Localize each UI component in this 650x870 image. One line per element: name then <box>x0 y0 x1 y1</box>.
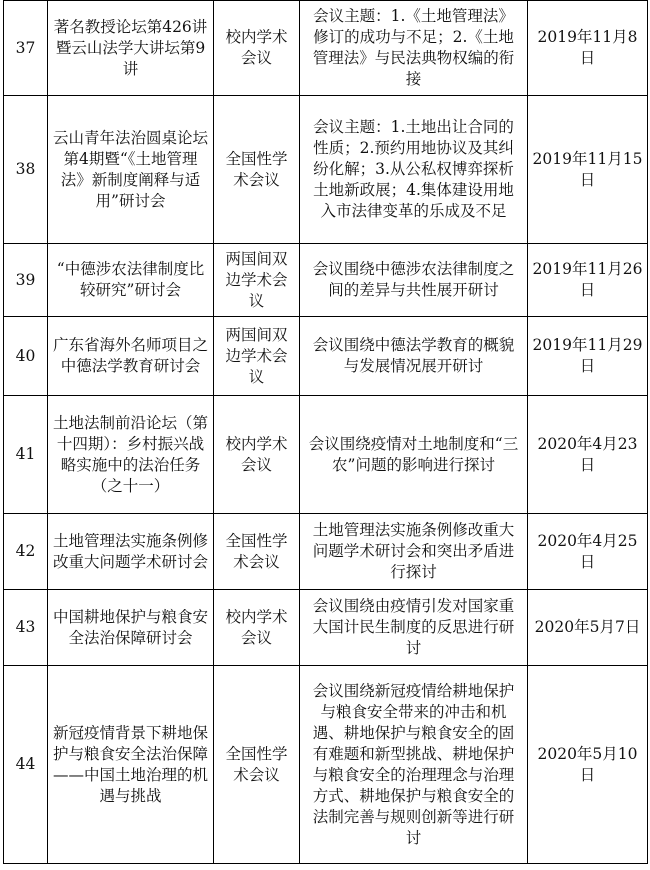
conference-content: 会议主题：1.《土地管理法》修订的成功与不足；2.《土地管理法》与民法典物权编的衔接 <box>300 1 528 96</box>
conference-type: 校内学术会议 <box>214 1 300 96</box>
conference-name: 著名教授论坛第426讲暨云山法学大讲坛第9讲 <box>48 1 214 96</box>
table-row <box>4 317 648 396</box>
conference-content: 会议围绕由疫情引发对国家重大国计民生制度的反思进行研讨 <box>300 590 528 666</box>
table-row <box>4 396 648 514</box>
conference-name: 云山青年法治圆桌论坛第4期暨“《土地管理法》新制度阐释与适用”研讨会 <box>48 96 214 244</box>
row-number: 40 <box>4 317 48 396</box>
conference-content: 土地管理法实施条例修改重大问题学术研讨会和突出矛盾进行探讨 <box>300 514 528 590</box>
row-number: 41 <box>4 396 48 514</box>
conference-date: 2019年11月26日 <box>528 244 648 317</box>
table-row <box>4 666 648 864</box>
table-row <box>4 1 648 96</box>
table-row <box>4 244 648 317</box>
conference-content: 会议围绕中德法学教育的概貌与发展情况展开研讨 <box>300 317 528 396</box>
conference-name: 土地管理法实施条例修改重大问题学术研讨会 <box>48 514 214 590</box>
conference-date: 2020年4月23日 <box>528 396 648 514</box>
conference-name: 土地法制前沿论坛（第十四期）：乡村振兴战略实施中的法治任务（之十一） <box>48 396 214 514</box>
row-number: 39 <box>4 244 48 317</box>
conference-date: 2020年5月7日 <box>528 590 648 666</box>
conference-name: 广东省海外名师项目之中德法学教育研讨会 <box>48 317 214 396</box>
conference-content: 会议主题：1.土地出让合同的性质；2.预约用地协议及其纠纷化解；3.从公私权博弈探析土地新政展；4.集体建设用地入市法律变革的乐成及不足 <box>300 96 528 244</box>
conference-date: 2019年11月29日 <box>528 317 648 396</box>
conference-name: “中德涉农法律制度比较研究”研讨会 <box>48 244 214 317</box>
conference-type: 两国间双边学术会议 <box>214 317 300 396</box>
conference-name: 新冠疫情背景下耕地保护与粮食安全法治保障——中国土地治理的机遇与挑战 <box>48 666 214 864</box>
table-row <box>4 514 648 590</box>
row-number: 37 <box>4 1 48 96</box>
conference-table <box>3 0 648 864</box>
conference-type: 全国性学术会议 <box>214 514 300 590</box>
conference-type: 全国性学术会议 <box>214 96 300 244</box>
conference-content: 会议围绕疫情对土地制度和“三农”问题的影响进行探讨 <box>300 396 528 514</box>
table-row <box>4 590 648 666</box>
conference-date: 2020年4月25日 <box>528 514 648 590</box>
row-number: 43 <box>4 590 48 666</box>
conference-date: 2019年11月15日 <box>528 96 648 244</box>
row-number: 42 <box>4 514 48 590</box>
conference-type: 两国间双边学术会议 <box>214 244 300 317</box>
row-number: 38 <box>4 96 48 244</box>
conference-type: 校内学术会议 <box>214 590 300 666</box>
conference-name: 中国耕地保护与粮食安全法治保障研讨会 <box>48 590 214 666</box>
conference-type: 校内学术会议 <box>214 396 300 514</box>
conference-date: 2020年5月10日 <box>528 666 648 864</box>
table-row <box>4 96 648 244</box>
conference-type: 全国性学术会议 <box>214 666 300 864</box>
conference-content: 会议围绕新冠疫情给耕地保护与粮食安全带来的冲击和机遇、耕地保护与粮食安全的固有难题和新型挑战、耕地保护与粮食安全的治理理念与治理方式、耕地保护与粮食安全的法制完善与规则创新等进行研讨 <box>300 666 528 864</box>
row-number: 44 <box>4 666 48 864</box>
conference-date: 2019年11月8日 <box>528 1 648 96</box>
conference-content: 会议围绕中德涉农法律制度之间的差异与共性展开研讨 <box>300 244 528 317</box>
